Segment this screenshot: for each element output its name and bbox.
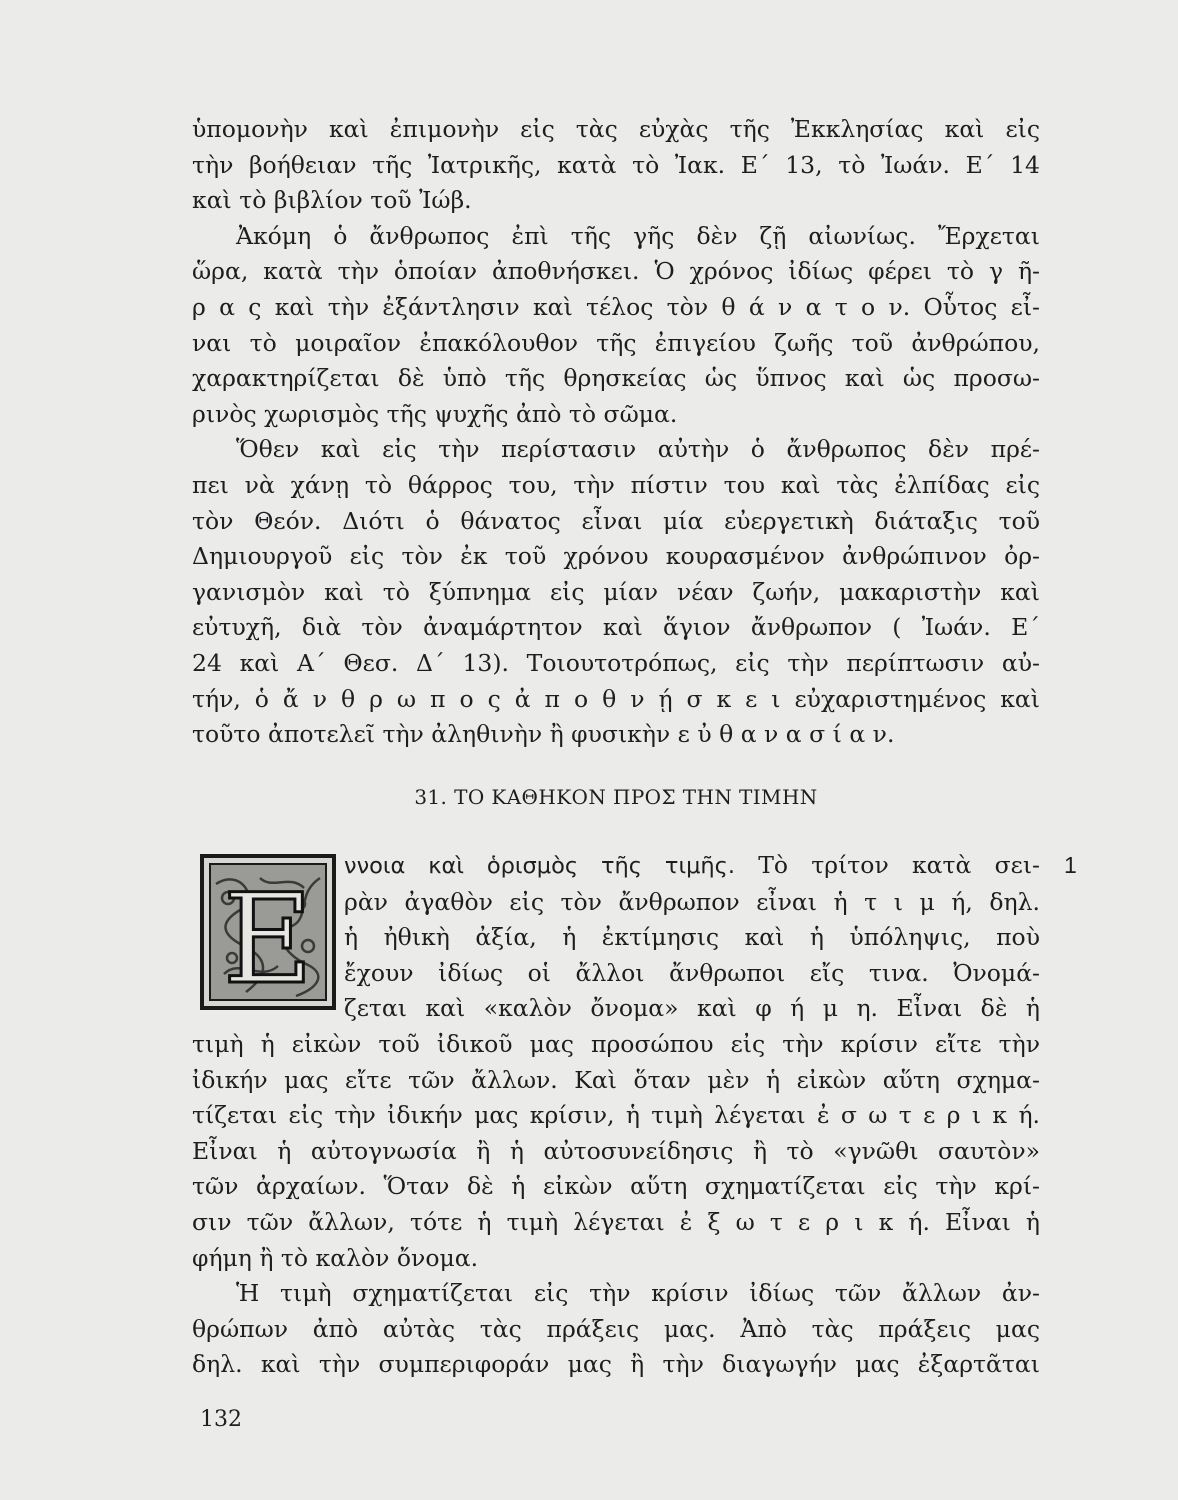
text-line: ἰδικήν μας εἴτε τῶν ἄλλων. Καὶ ὅταν μὲν ἡ εἰκὼν αὕτη σχημα- [192,1065,1040,1094]
text-block-top [192,112,1040,753]
text-line: φήμη ἢ τὸ καλὸν ὄνομα. [192,1243,479,1272]
text-line: τήν, ὁ ἄ ν θ ρ ω π ο ς ἀ π ο θ ν ῄ σ κ ε ι εὐχαριστημένος καὶ [192,684,1040,713]
text-line: τὴν βοήθειαν τῆς Ἰατρικῆς, κατὰ τὸ Ἰακ. Ε΄ 13, τὸ Ἰωάν. Ε΄ 14 [192,150,1040,179]
margin-number: 1 [1064,852,1077,878]
text-line: τιμὴ ἡ εἰκὼν τοῦ ἰδικοῦ μας προσώπου εἰς τὴν κρίσιν εἴτε τὴν [192,1029,1040,1058]
text-line: ὥρα, κατὰ τὴν ὁποίαν ἀποθνήσκει. Ὁ χρόνος ἰδίως φέρει τὸ γ ῆ- [192,257,1040,286]
text-line: Δημιουργοῦ εἰς τὸν ἐκ τοῦ χρόνου κουρασμένον ἀνθρώπινον ὀρ- [192,542,1040,571]
text-line: Ἡ τιμὴ σχηματίζεται εἰς τὴν κρίσιν ἰδίως τῶν ἄλλων ἀν- [236,1279,1040,1308]
text-line: θρώπων ἀπὸ αὐτὰς τὰς πράξεις μας. Ἀπὸ τὰς πράξεις μας [192,1314,1040,1343]
text-line-lead [344,848,1040,885]
lead-title: ννοια καὶ ὁρισμὸς τῆς τιμῆς. [344,853,735,879]
text-line: ἔχουν ἰδίως οἱ ἄλλοι ἄνθρωποι εἴς τινα. Ὀνομά- [344,958,1040,987]
dropcap-letter: Ε [222,868,314,1010]
text-line: τοῦτο ἀποτελεῖ τὴν ἀληθινὴν ἢ φυσικὴν ε ὐ θ α ν α σ ί α ν. [192,720,895,749]
page-number: 132 [200,1407,242,1432]
text-line: ναι τὸ μοιραῖον ἐπακόλουθον τῆς ἐπιγείου ζωῆς τοῦ ἀνθρώπου, [192,328,1040,357]
text-line: Εἶναι ἡ αὐτογνωσία ἢ ἡ αὐτοσυνείδησις ἢ τὸ «γνῶθι σαυτὸν» [192,1136,1040,1165]
text-line: πει νὰ χάνῃ τὸ θάρρος του, τὴν πίστιν του καὶ τὰς ἐλπίδας εἰς [192,470,1040,499]
text-line: ρ α ς καὶ τὴν ἐξάντλησιν καὶ τέλος τὸν θ ά ν α τ ο ν. Οὗτος εἶ- [192,292,1040,321]
text-line: τῶν ἀρχαίων. Ὅταν δὲ ἡ εἰκὼν αὕτη σχηματίζεται εἰς τὴν κρί- [192,1172,1040,1201]
text-line: ρινὸς χωρισμὸς τῆς ψυχῆς ἀπὸ τὸ σῶμα. [192,399,678,428]
lead-rest: Τὸ τρίτον κατὰ σει- [735,851,1040,879]
text-line: 24 καὶ Α΄ Θεσ. Δ΄ 13). Τοιουτοτρόπως, εἰς τὴν περίπτωσιν αὐ- [192,648,1040,677]
text-line: καὶ τὸ βιβλίον τοῦ Ἰώβ. [192,186,472,215]
text-line: ρὰν ἀγαθὸν εἰς τὸν ἄνθρωπον εἶναι ἡ τ ι μ ή, δηλ. [344,887,1040,916]
section-heading: 31. ΤΟ ΚΑΘΗΚΟΝ ΠΡΟΣ ΤΗΝ ΤΙΜΗΝ [414,785,818,809]
text-line: δηλ. καὶ τὴν συμπεριφοράν μας ἢ τὴν διαγωγήν μας ἐξαρτᾶται [192,1350,1040,1379]
text-line: εὐτυχῆ, διὰ τὸν ἀναμάρτητον καὶ ἅγιον ἄνθρωπον ( Ἰωάν. Ε΄ [192,613,1040,642]
text-line: Ἀκόμη ὁ ἄνθρωπος ἐπὶ τῆς γῆς δὲν ζῇ αἰωνίως. Ἔρχεται [236,221,1040,250]
text-line: σιν τῶν ἄλλων, τότε ἡ τιμὴ λέγεται ἐ ξ ω τ ε ρ ι κ ή. Εἶναι ἡ [192,1207,1040,1236]
text-line: Ὅθεν καὶ εἰς τὴν περίστασιν αὐτὴν ὁ ἄνθρωπος δὲν πρέ- [236,435,1040,464]
text-line: τίζεται εἰς τὴν ἰδικήν μας κρίσιν, ἡ τιμὴ λέγεται ἐ σ ω τ ε ρ ι κ ή. [192,1101,1040,1130]
text-line: τὸν Θεόν. Διότι ὁ θάνατος εἶναι μία εὐεργετικὴ διάταξις τοῦ [192,506,1040,535]
text-line: χαρακτηρίζεται δὲ ὑπὸ τῆς θρησκείας ὡς ὕπνος καὶ ὡς προσω- [192,364,1040,393]
text-block-bottom [192,848,1040,1383]
text-line: γανισμὸν καὶ τὸ ξύπνημα εἰς μίαν νέαν ζωήν, μακαριστὴν καὶ [192,577,1040,606]
text-line: ὑπομονὴν καὶ ἐπιμονὴν εἰς τὰς εὐχὰς τῆς Ἐκκλησίας καὶ εἰς [192,115,1040,143]
text-line: ἡ ἠθικὴ ἀξία, ἡ ἐκτίμησις καὶ ἡ ὑπόληψις, ποὺ [344,923,1040,952]
text-line: ζεται καὶ «καλὸν ὄνομα» καὶ φ ή μ η. Εἶναι δὲ ἡ [344,994,1040,1023]
